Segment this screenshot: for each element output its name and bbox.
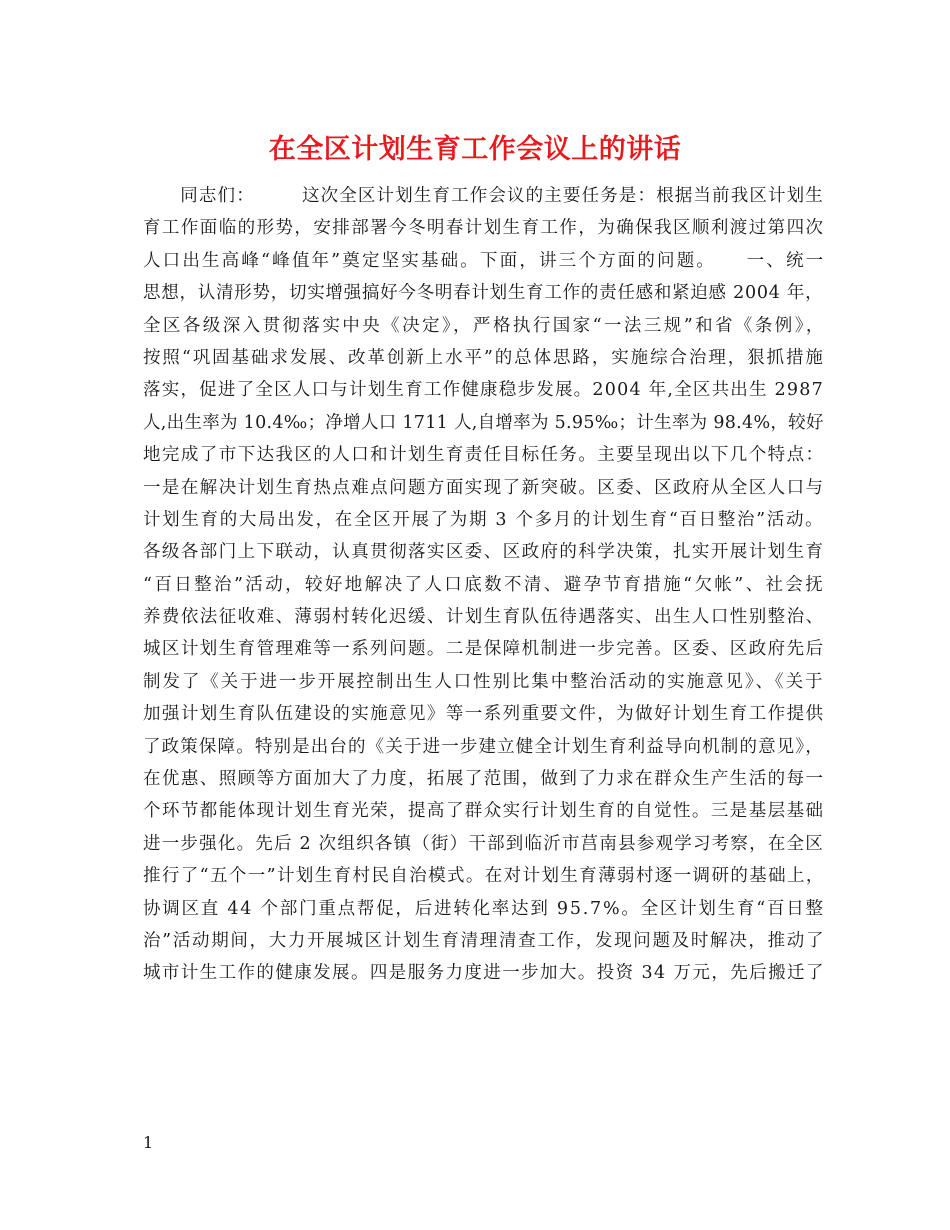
body-line: 养费依法征收难、薄弱村转化迟缓、计划生育队伍待遇落实、出生人口性别整治、 <box>143 607 825 628</box>
body-line: 各级各部门上下联动，认真贯彻落实区委、区政府的科学决策，扎实开展计划生育 <box>143 542 825 563</box>
body-line: 同志们： 这次全区计划生育工作会议的主要任务是：根据当前我区计划生 <box>143 186 824 206</box>
body-line: 了政策保障。特别是出台的《关于进一步建立健全计划生育利益导向机制的意见》， <box>143 736 824 757</box>
body-line: 地完成了市下达我区的人口和计划生育责任目标任务。主要呈现出以下几个特点： <box>143 445 825 466</box>
body-line: 按照“巩固基础求发展、改革创新上水平”的总体思路，实施综合治理，狠抓措施 <box>143 347 825 368</box>
document-title: 在全区计划生育工作会议上的讲话 <box>268 134 682 165</box>
body-line: 一是在解决计划生育热点难点问题方面实现了新突破。区委、区政府从全区人口与 <box>143 477 825 498</box>
body-line: 人口出生高峰“峰值年”奠定坚实基础。下面，讲三个方面的问题。 一、统一 <box>143 250 826 271</box>
body-line: 城区计划生育管理难等一系列问题。二是保障机制进一步完善。区委、区政府先后 <box>143 639 825 660</box>
page-number: 1 <box>143 1133 154 1152</box>
body-line: 全区各级深入贯彻落实中央《决定》，严格执行国家“一法三规”和省《条例》， <box>143 315 826 336</box>
body-line: 推行了“五个一”计划生育村民自治模式。在对计划生育薄弱村逐一调研的基础上， <box>143 866 825 887</box>
body-line: 加强计划生育队伍建设的实施意见》等一系列重要文件，为做好计划生育工作提供 <box>143 704 825 725</box>
body-line: 治”活动期间，大力开展城区计划生育清理清查工作，发现问题及时解决，推动了 <box>143 930 826 951</box>
body-line: 计划生育的大局出发，在全区开展了为期 3 个多月的计划生育“百日整治”活动。 <box>143 509 825 530</box>
body-line: 城市计生工作的健康发展。四是服务力度进一步加大。投资 34 万元，先后搬迁了 <box>143 963 825 984</box>
body-line: 人,出生率为 10.4‰；净增人口 1711 人,自增率为 5.95‰；计生率为 98.4%，较好 <box>143 412 824 433</box>
body-line: “百日整治”活动，较好地解决了人口底数不清、避孕节育措施“欠帐”、社会抚 <box>143 574 826 595</box>
body-line: 协调区直 44 个部门重点帮促，后进转化率达到 95.7%。全区计划生育“百日整 <box>143 898 825 919</box>
document-body <box>143 180 826 990</box>
body-line: 思想，认清形势，切实增强搞好今冬明春计划生育工作的责任感和紧迫感 2004 年， <box>143 283 824 304</box>
body-line: 育工作面临的形势，安排部署今冬明春计划生育工作，为确保我区顺利渡过第四次 <box>143 218 825 239</box>
body-line: 制发了《关于进一步开展控制出生人口性别比集中整治活动的实施意见》、《关于 <box>143 671 825 692</box>
body-line: 在优惠、照顾等方面加大了力度，拓展了范围，做到了力求在群众生产生活的每一 <box>143 769 825 790</box>
body-line: 落实，促进了全区人口与计划生育工作健康稳步发展。2004 年,全区共出生 2987 <box>143 380 824 401</box>
body-line: 进一步强化。先后 2 次组织各镇（街）干部到临沂市莒南县参观学习考察，在全区 <box>143 833 824 854</box>
body-line: 个环节都能体现计划生育光荣，提高了群众实行计划生育的自觉性。三是基层基础 <box>143 801 825 822</box>
